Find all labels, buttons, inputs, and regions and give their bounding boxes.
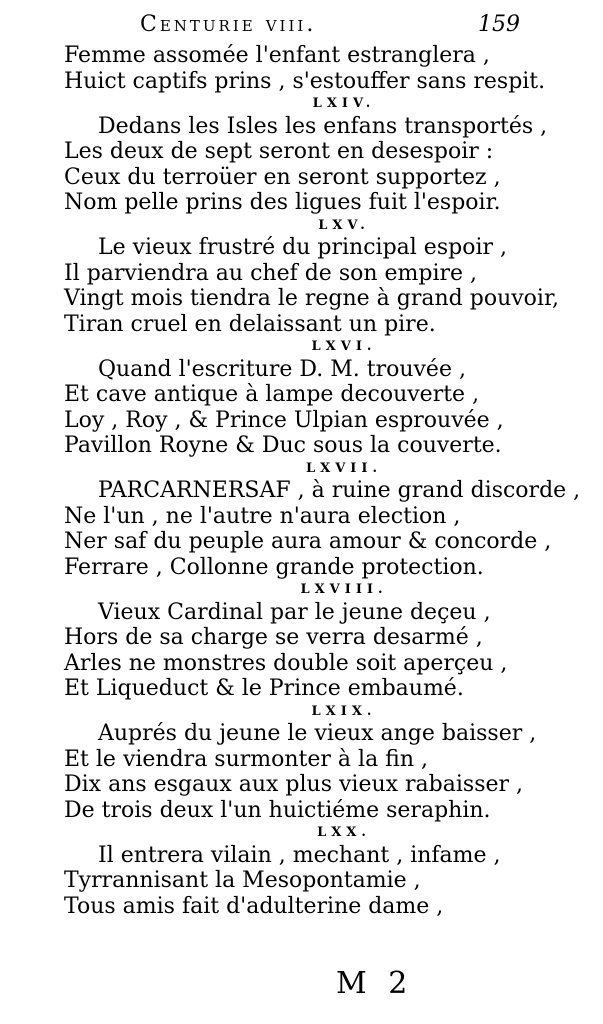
verse-line: Tyrrannisant la Mesopontamie , [64,868,421,893]
signature-mark: M 2 [336,966,414,1001]
verse-line: Tiran cruel en delaissant un pire. [64,311,436,337]
verse-line: PARCARNERSAF , à ruine grand discorde , [98,478,581,503]
verse-line: De trois deux l'un huictiéme seraphin. [64,797,491,823]
verse-line: Quand l'escriture D. M. trouvée , [98,356,466,382]
verse-line: Huict captifs prins , s'estouffer sans respit. [64,68,546,94]
running-title: Centurie viii. [140,12,317,37]
verse-line: Arles ne monstres double soit aperçeu , [64,650,508,676]
verse-line: Vieux Cardinal par le jeune deçeu , [98,599,491,625]
quatrain-number: LXIV. [312,96,376,111]
verse-line: Nom pelle prins des ligues fuit l'espoir. [64,190,501,215]
page-header [0,10,603,42]
verse-line: Et Liqueduct & le Prince embaumé. [64,676,464,701]
verse-line: Il entrera vilain , mechant , infame , [98,842,501,868]
quatrain-number: LXIX. [311,703,377,719]
verse-line: Tous amis fait d'adulterine dame , [64,893,444,919]
verse-line: Loy , Roy , & Prince Ulpian esprouvée , [64,407,504,433]
verse-line: Il parviendra au chef de son empire , [64,260,478,286]
verse-line: Pavillon Royne & Duc sous la couverte. [64,433,502,458]
verse-line: Ne l'un , ne l'autre n'aura election , [64,503,461,529]
verse-line: Ceux du terroüer en seront supportez , [64,164,501,190]
verse-line: Et le viendra surmonter à la fin , [64,746,429,772]
verse-line: Et cave antique à lampe decouverte , [64,382,480,407]
verse-line: Le vieux frustré du principal espoir , [98,235,507,260]
verse-line: Auprés du jeune le vieux ange baisser , [98,721,537,746]
page-number: 159 [478,12,520,37]
verse-line: Ferrare , Collonne grande protection. [64,554,484,580]
verse-line: Dix ans esgaux aux plus vieux rabaisser , [64,772,524,797]
quatrain-number: LXVII. [305,460,382,476]
verse-line: Femme assomée l'enfant estranglera , [64,43,490,68]
verse-line: Vingt mois tiendra le regne à grand pouvoir, [64,286,560,311]
verse-line: Les deux de sept seront en desespoir : [64,139,494,164]
verse-line: Dedans les Isles les enfans transportés , [98,113,548,139]
quatrain-number: LXVIII. [300,582,388,597]
quatrain-number: LXX. [317,825,371,840]
verse-line: Hors de sa charge se verra desarmé , [64,625,483,650]
quatrain-number: LXVI. [311,339,377,354]
verse-line: Ner saf du peuple aura amour & concorde , [64,529,552,554]
quatrain-number: LXV. [318,217,370,233]
verse-text [64,43,584,919]
